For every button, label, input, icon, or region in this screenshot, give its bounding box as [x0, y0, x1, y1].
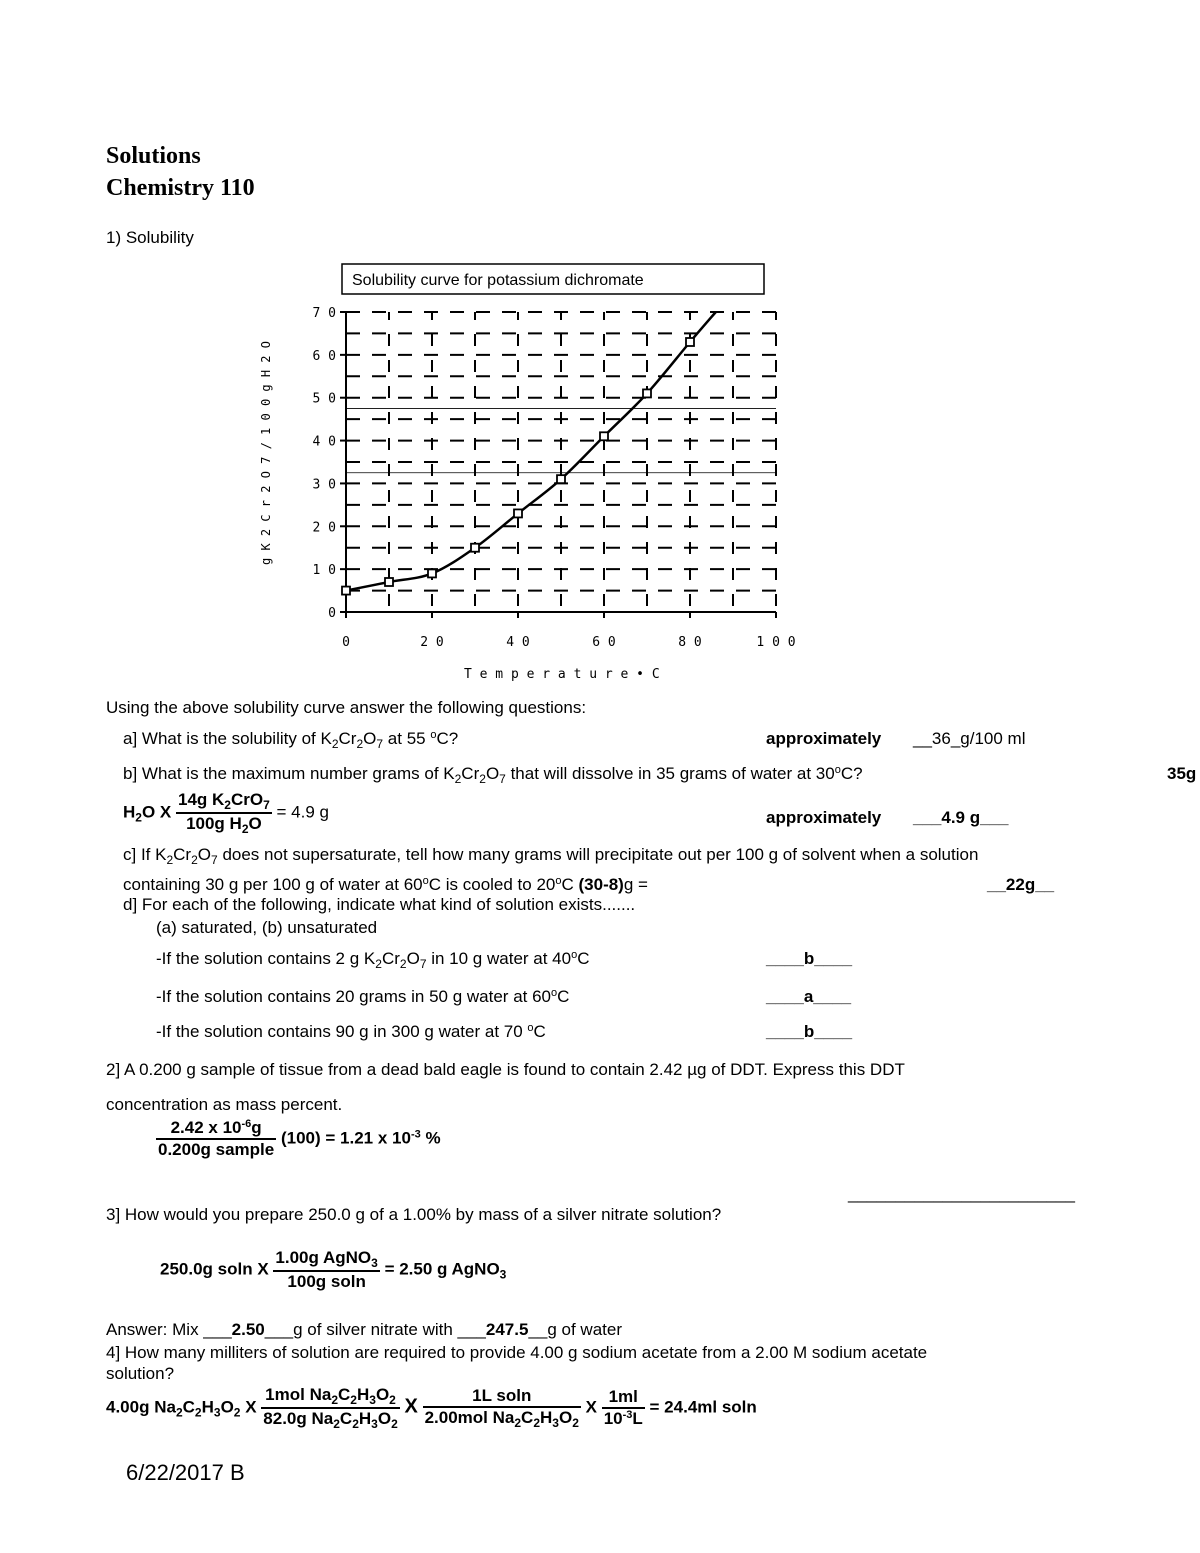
q1d-answer1: ____b____	[766, 949, 853, 968]
q1b-fraction: $\frac{14g K_2CrO_7}{100g H_2O}$	[178, 790, 270, 836]
y-axis-label: g K 2 C r 2 O 7 / 1 0 0 g H 2 O	[259, 341, 273, 565]
data-point	[686, 338, 694, 346]
y-tick-label: 5 0	[312, 391, 336, 407]
q4-fraction-1: $\frac{1mol Na_2C_2H_3O_2}{82.0g Na_2C_2H_3O_2}$	[263, 1385, 398, 1431]
q3-fraction: $\frac{1.00g AgNO_3}{\text{100g soln}}$	[275, 1248, 378, 1291]
section-solubility-label: 1) Solubility	[106, 228, 194, 247]
solubility-chart	[250, 250, 830, 690]
y-tick-label: 6 0	[312, 348, 336, 364]
q4-fraction-2: $\frac{\text{1L soln}}{2.00mol Na_2C_2H_3O_2}$	[424, 1386, 579, 1430]
q4-line1: 4] How many milliters of solution are required to provide 4.00 g sodium acetate from a 2.00 M sodium acetate	[106, 1343, 928, 1362]
x-tick-label: 1 0 0	[756, 635, 796, 650]
x-tick-label: 2 0	[420, 635, 444, 650]
data-point	[385, 578, 393, 586]
q1b-calculation: $H_2O$ X $\frac{14g K_2CrO_7}{100g H_2O}$ = 4.9 g	[123, 790, 329, 836]
data-point	[643, 389, 651, 397]
q1d-item1: -If the solution contains 2 g $K_2Cr_2O_7$ in 10 g water at 40$^o$C	[156, 949, 590, 971]
q2-answer-blank[interactable]: ________________________	[848, 1184, 1075, 1203]
data-point	[600, 432, 608, 440]
q1a-question: a] What is the solubility of $K_2Cr_2O_7$ at 55 $^o$C?	[123, 729, 459, 751]
q2-line1: 2] A 0.200 g sample of tissue from a dead bald eagle is found to contain 2.42 µg of DDT. Express this DDT	[106, 1060, 905, 1079]
data-point	[342, 587, 350, 595]
q1a-answer: __36_g/100 ml	[913, 729, 1026, 748]
x-tick-label: 6 0	[592, 635, 616, 650]
q4-fraction-3: $\frac{1ml}{10^{-3}L}$	[603, 1387, 643, 1428]
data-point	[514, 509, 522, 517]
footer-date: 6/22/2017 B	[126, 1460, 245, 1485]
q1d-answer2: ____a____	[766, 987, 852, 1006]
data-point	[428, 569, 436, 577]
data-point	[471, 544, 479, 552]
q4-calculation: 4.00g $Na_2C_2H_3O_2$ X $\frac{1mol Na_2C_2H_3O_2}{82.0g Na_2C_2H_3O_2}$ X $\frac{\text{1L soln}}{2.00mol Na_2C_2H_3O_2}$ X $\frac{1ml}{10^{-3}L}$ = 24.4ml soln	[106, 1385, 757, 1431]
y-tick-label: 3 0	[312, 477, 336, 493]
q1d-options: (a) saturated, (b) unsaturated	[156, 918, 378, 937]
q1d-item2: -If the solution contains 20 grams in 50 g water at 60$^o$C	[156, 987, 570, 1006]
q1d-intro: d] For each of the following, indicate what kind of solution exists.......	[123, 895, 636, 914]
x-tick-label: 8 0	[678, 635, 702, 650]
q1b-question: b] What is the maximum number grams of $K_2Cr_2O_7$ that will dissolve in 35 grams of water at 30$^o$C?	[123, 764, 863, 786]
q3-question: 3] How would you prepare 250.0 g of a 1.00% by mass of a silver nitrate solution?	[106, 1205, 722, 1224]
q1d-item3: -If the solution contains 90 g in 300 g water at 70 $^o$C	[156, 1022, 546, 1041]
x-tick-label: 0	[342, 635, 350, 650]
y-tick-label: 7 0	[312, 306, 336, 321]
y-tick-label: 0	[328, 606, 336, 621]
course-title: Chemistry 110	[106, 175, 255, 201]
q1b-answer: ___4.9 g___	[913, 808, 1009, 827]
q4-line2: solution?	[106, 1364, 175, 1383]
y-tick-label: 4 0	[312, 434, 336, 450]
q1a-approx-label: approximately	[766, 729, 882, 748]
data-point	[557, 475, 565, 483]
q2-calculation: $\frac{2.42 x 10^{-6}g}{\text{0.200g sample}}$ (100) = 1.21 x $10^{-3}$ %	[158, 1118, 441, 1159]
x-axis-label: T e m p e r a t u r e • C	[464, 667, 660, 682]
q1d-answer3: ____b____	[766, 1022, 853, 1041]
q1c-line1: c] If $K_2Cr_2O_7$ does not supersaturate, tell how many grams will precipitate out per 100 g of solvent when a solution	[123, 845, 979, 867]
q3-calculation: 250.0g soln X $\frac{1.00g AgNO_3}{\text{100g soln}}$ = 2.50 g AgNO$_3$	[160, 1248, 507, 1291]
q1c-line2: containing 30 g per 100 g of water at 60$^o$C is cooled to 20$^o$C (30-8)g =	[123, 875, 648, 894]
q1b-right-value: 35g	[1167, 764, 1197, 783]
chart-title: Solubility curve for potassium dichromate	[352, 272, 644, 289]
x-tick-label: 4 0	[506, 635, 530, 650]
q1-intro: Using the above solubility curve answer the following questions:	[106, 698, 587, 717]
q3-answer: Answer: Mix ___2.50___g of silver nitrate with ___247.5__g of water	[106, 1320, 622, 1339]
q1b-approx-label: approximately	[766, 808, 882, 827]
y-tick-label: 1 0	[312, 563, 336, 579]
q2-fraction: $\frac{2.42 x 10^{-6}g}{\text{0.200g sample}}$	[158, 1118, 275, 1159]
page-title: Solutions	[106, 143, 201, 169]
y-tick-label: 2 0	[312, 520, 336, 536]
q1c-answer: __22g__	[987, 875, 1055, 894]
q2-line2: concentration as mass percent.	[106, 1095, 343, 1114]
